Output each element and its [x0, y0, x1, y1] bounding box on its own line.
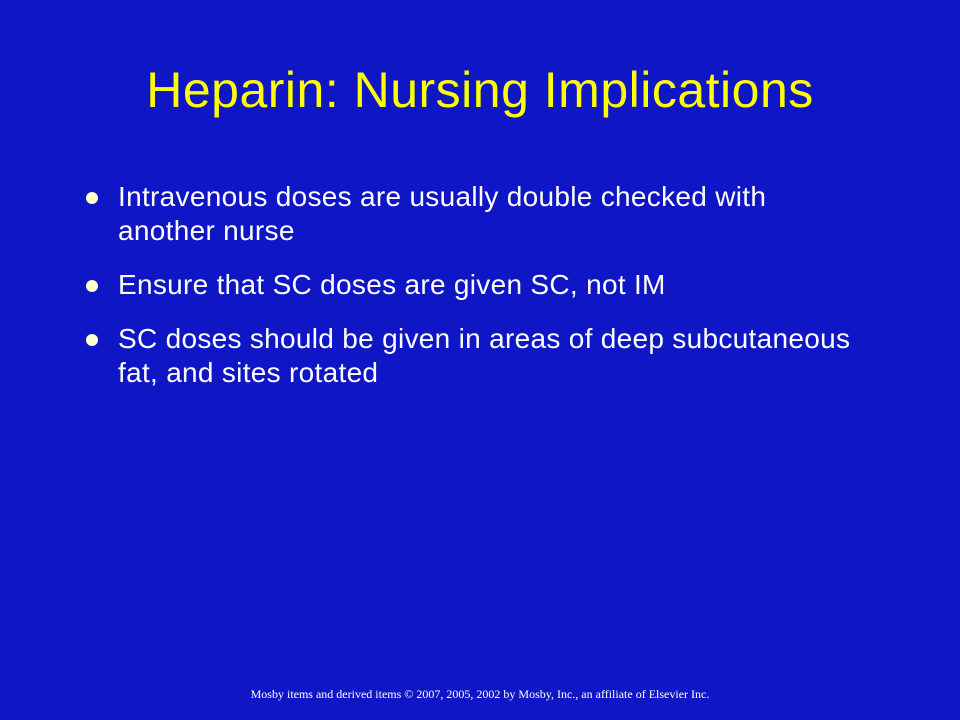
- bullet-dot-icon: [86, 192, 98, 204]
- bullet-text: SC doses should be given in areas of deep subcutaneous fat, and sites rotated: [118, 323, 851, 388]
- bullet-dot-icon: [86, 334, 98, 346]
- bullet-item: [84, 180, 864, 248]
- bullet-list: [84, 180, 864, 410]
- slide-title: Heparin: Nursing Implications: [146, 62, 814, 118]
- bullet-dot-icon: [86, 280, 98, 292]
- bullet-item: [84, 322, 864, 390]
- bullet-item: [84, 268, 864, 302]
- bullet-text: Intravenous doses are usually double checked with another nurse: [118, 181, 767, 246]
- bullet-text: Ensure that SC doses are given SC, not IM: [118, 269, 666, 300]
- copyright-footer: Mosby items and derived items © 2007, 2005, 2002 by Mosby, Inc., an affiliate of Elsevier Inc.: [250, 687, 710, 701]
